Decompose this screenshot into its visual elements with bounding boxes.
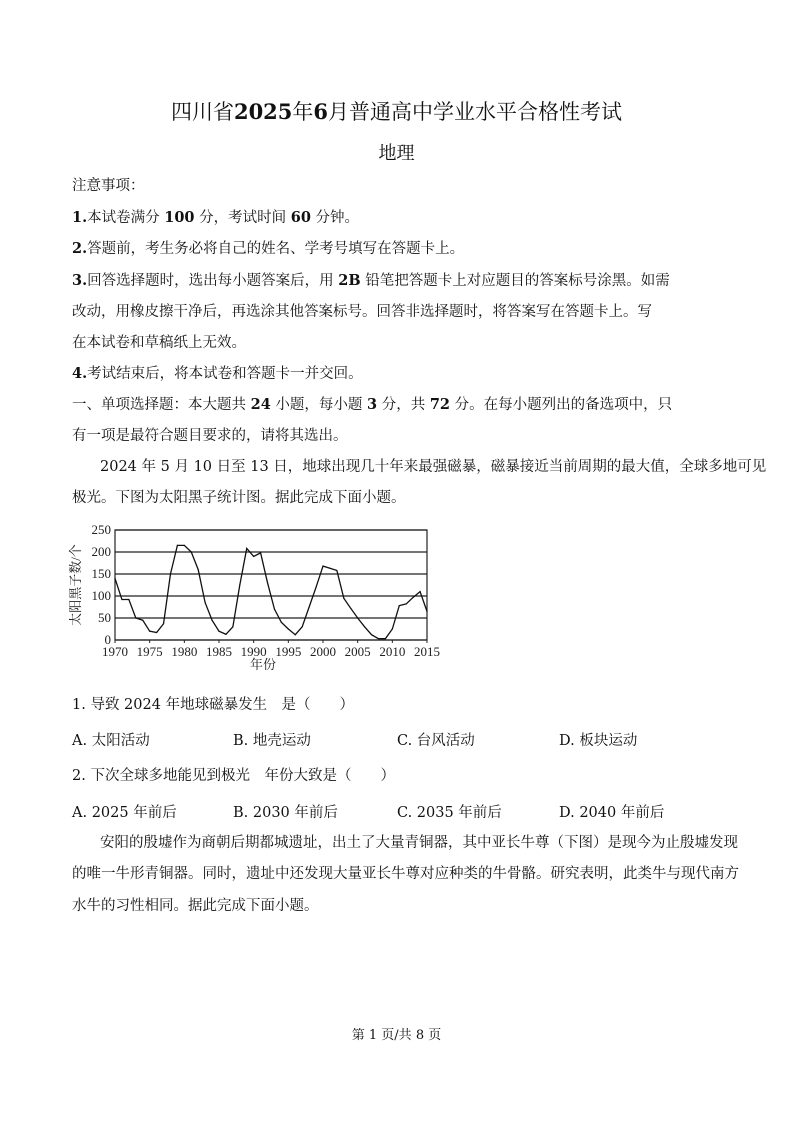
y-tick-label: 200 — [91, 544, 111, 559]
text-segment: 在本试卷和草稿纸上无效。 — [72, 335, 246, 351]
text-segment: 分，考试时间 — [194, 210, 291, 226]
text-segment: 72 — [429, 396, 451, 413]
data-point — [142, 620, 143, 621]
data-point — [295, 634, 296, 635]
text-segment: 改动，用橡皮擦干净后，再选涂其他答案标号。回答非选择题时，将答案写在答题卡上。写 — [72, 304, 652, 320]
data-point — [149, 631, 150, 632]
y-axis-label: 太阳黑子数/个 — [68, 544, 83, 626]
notice-line — [72, 239, 464, 259]
text-segment: 60 — [290, 209, 311, 226]
data-point — [260, 552, 261, 553]
page-footer: 第 1 页/共 8 页 — [351, 1028, 442, 1043]
data-point — [246, 548, 247, 549]
data-point — [267, 582, 268, 583]
data-point — [357, 617, 358, 618]
q1-option-c[interactable]: C. 台风活动 — [397, 733, 475, 749]
text-segment: 6 — [313, 99, 329, 124]
subject-title: 地理 — [378, 143, 415, 164]
notice-line — [72, 426, 348, 446]
data-point — [315, 587, 316, 588]
data-point — [211, 620, 212, 621]
data-point — [218, 631, 219, 632]
data-point — [232, 626, 233, 627]
text-segment: 100 — [164, 209, 195, 226]
q1-option-a[interactable]: A. 太阳活动 — [72, 733, 150, 749]
y-tick-label: 250 — [91, 522, 111, 537]
q2-option-a[interactable]: A. 2025 年前后 — [72, 805, 177, 821]
text-segment: 回答选择题时，选出每小题答案后，用 — [87, 273, 339, 289]
x-tick-label: 2015 — [414, 644, 440, 659]
y-tick-label: 50 — [98, 610, 111, 625]
data-point — [170, 573, 171, 574]
data-point — [239, 584, 240, 585]
y-tick-label: 0 — [104, 632, 111, 647]
text-segment: 年 — [292, 100, 314, 124]
text-segment: 铅笔把答题卡上对应题目的答案标号涂黑。如需 — [360, 273, 670, 289]
text-segment: 1. — [72, 209, 88, 226]
data-point — [329, 568, 330, 569]
data-point — [163, 623, 164, 624]
text-segment: 四川省 — [170, 100, 234, 124]
notice-line — [72, 333, 246, 353]
y-tick-label: 150 — [91, 566, 111, 581]
data-point — [302, 626, 303, 627]
notice-line — [72, 302, 652, 322]
question-1-stem: 1. 导致 2024 年地球磁暴发生 是（ ） — [72, 697, 355, 713]
text-segment: 一、单项选择题：本大题共 — [72, 397, 251, 413]
data-point — [156, 632, 157, 633]
passage2-line: 安阳的殷墟作为商朝后期都城遗址，出土了大量青铜器，其中亚长牛尊（下图）是现今为止殷墟发现 — [100, 835, 738, 851]
data-point — [225, 634, 226, 635]
sunspot-series-line — [115, 545, 427, 638]
plot-frame — [115, 530, 427, 640]
passage1-line: 2024 年 5 月 10 日至 13 日，地球出现几十年来最强磁暴，磁暴接近当前周期的最大值，全球多地可见 — [100, 459, 767, 475]
x-tick-label: 1980 — [171, 644, 198, 659]
passage2-line: 水牛的习性相同。据此完成下面小题。 — [72, 898, 319, 914]
text-segment: 4. — [72, 365, 88, 382]
text-segment: 分。在每小题列出的备选项中，只 — [450, 397, 673, 413]
text-segment: 分钟。 — [310, 210, 360, 226]
text-segment: 24 — [250, 396, 271, 413]
data-point — [128, 599, 129, 600]
passage1-line: 极光。下图为太阳黑子统计图。据此完成下面小题。 — [72, 490, 406, 506]
text-segment: 分，共 — [377, 397, 430, 413]
passage2-line: 的唯一牛形青铜器。同时，遗址中还发现大量亚长牛尊对应种类的牛骨骼。研究表明，此类牛与现代南方 — [72, 866, 739, 882]
x-tick-label: 2000 — [310, 644, 336, 659]
text-segment: 小题，每小题 — [270, 397, 368, 413]
data-point — [184, 545, 185, 546]
data-point — [406, 603, 407, 604]
data-point — [399, 605, 400, 606]
question-2-stem: 2. 下次全球多地能见到极光 年份大致是（ ） — [72, 768, 395, 784]
data-point — [371, 634, 372, 635]
data-point — [177, 545, 178, 546]
data-point — [274, 609, 275, 610]
data-point — [281, 622, 282, 623]
data-point — [253, 556, 254, 557]
data-point — [288, 628, 289, 629]
data-point — [205, 602, 206, 603]
data-point — [378, 638, 379, 639]
data-point — [350, 608, 351, 609]
text-segment: 答题前，考生务必将自己的姓名、学考号填写在答题卡上。 — [87, 241, 465, 257]
data-point — [392, 628, 393, 629]
x-tick-label: 2010 — [379, 644, 406, 659]
q2-option-c[interactable]: C. 2035 年前后 — [397, 805, 502, 821]
x-tick-label: 1985 — [206, 644, 232, 659]
q1-option-d[interactable]: D. 板块运动 — [559, 733, 638, 749]
notice-line — [72, 271, 670, 291]
text-segment: 3. — [72, 272, 88, 289]
data-point — [322, 565, 323, 566]
notice-line — [72, 364, 363, 384]
data-point — [309, 606, 310, 607]
text-segment: 3 — [367, 396, 378, 413]
data-point — [413, 597, 414, 598]
data-point — [419, 591, 420, 592]
data-point — [198, 569, 199, 570]
q2-option-d[interactable]: D. 2040 年前后 — [559, 805, 665, 821]
sunspot-chart — [60, 515, 460, 675]
notice-heading: 注意事项： — [72, 178, 145, 194]
data-point — [135, 617, 136, 618]
q1-option-b[interactable]: B. 地壳运动 — [233, 733, 311, 749]
notice-line — [72, 208, 359, 228]
text-segment: 本试卷满分 — [87, 210, 165, 226]
x-tick-label: 1995 — [275, 644, 302, 659]
exam-title — [0, 96, 793, 126]
data-point — [343, 598, 344, 599]
data-point — [191, 551, 192, 552]
data-point — [121, 599, 122, 600]
x-tick-label: 1990 — [240, 644, 267, 659]
data-point — [336, 570, 337, 571]
text-segment: 有一项是最符合题目要求的，请将其选出。 — [72, 428, 348, 444]
q2-option-b[interactable]: B. 2030 年前后 — [233, 805, 338, 821]
notice-line — [72, 395, 672, 415]
data-point — [426, 611, 427, 612]
x-tick-label: 2005 — [344, 644, 371, 659]
x-axis-label: 年份 — [249, 657, 277, 672]
data-point — [385, 638, 386, 639]
text-segment: 2. — [72, 240, 88, 257]
text-segment: 月普通高中学业水平合格性考试 — [328, 100, 623, 124]
text-segment: 2B — [338, 272, 361, 289]
y-tick-label: 100 — [91, 588, 111, 603]
text-segment: 考试结束后，将本试卷和答题卡一并交回。 — [87, 366, 363, 382]
data-point — [114, 578, 115, 579]
text-segment: 2025 — [233, 99, 293, 124]
data-point — [364, 626, 365, 627]
x-tick-label: 1975 — [136, 644, 163, 659]
x-tick-label: 1970 — [102, 644, 128, 659]
